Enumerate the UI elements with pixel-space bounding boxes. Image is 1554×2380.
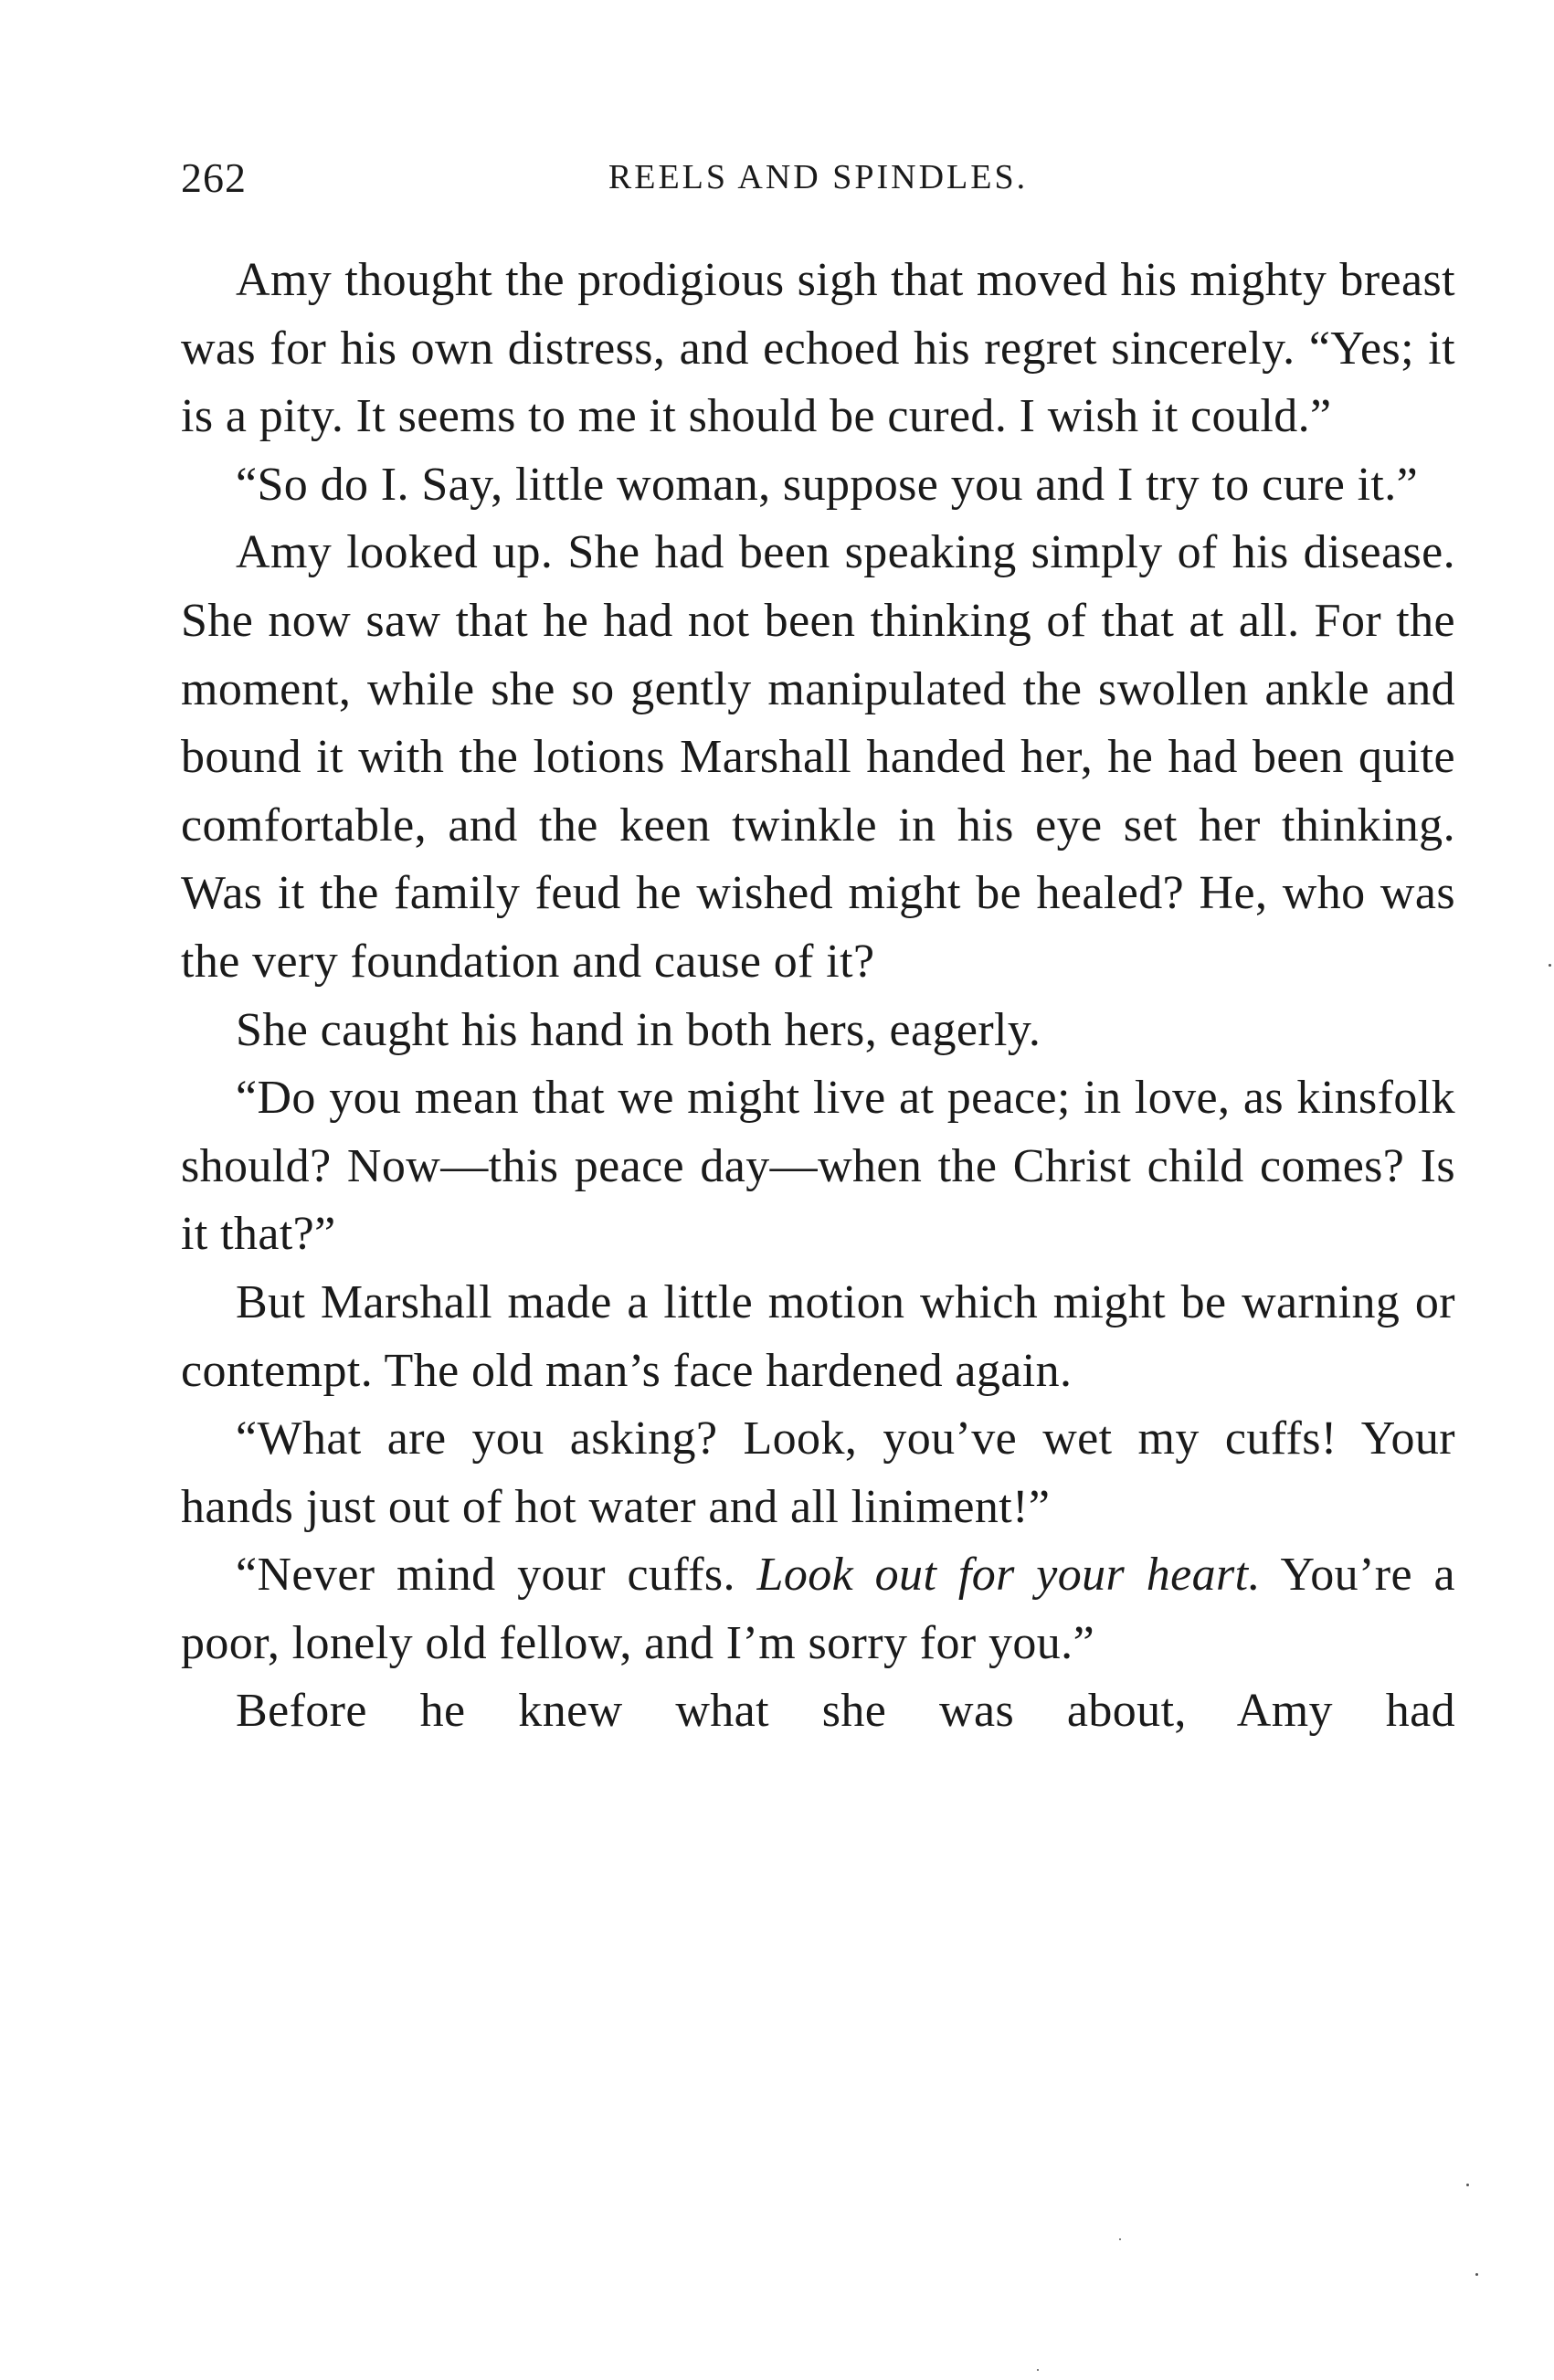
page-number: 262 bbox=[181, 154, 247, 201]
paragraph bbox=[181, 1541, 1455, 1677]
body-text bbox=[181, 247, 1455, 1746]
paragraph: “So do I. Say, little woman, suppose you and I try to cure it.” bbox=[236, 458, 1419, 511]
paper-speck bbox=[1549, 964, 1551, 967]
paper-speck bbox=[1475, 2273, 1478, 2276]
paragraph: But Marshall made a little motion which might be warning or contempt. The old man’s face hardened again. bbox=[181, 1275, 1455, 1397]
paragraph: Before he knew what she was about, Amy had bbox=[236, 1685, 1455, 1738]
paragraph: “What are you asking? Look, you’ve wet my cuffs! Your hands just out of hot water and all liniment!” bbox=[181, 1412, 1455, 1533]
paragraph: She caught his hand in both hers, eagerly. bbox=[236, 1003, 1041, 1056]
paragraph: “Do you mean that we might live at peace; in love, as kinsfolk should? Now—this peace day—when the Christ child comes? Is it that?” bbox=[181, 1072, 1455, 1261]
paragraph: Amy thought the prodigious sigh that moved his mighty breast was for his own distress, and echoed his regret sincerely. “Yes; it is a pity. It seems to me it should be cured. I wish it could.” bbox=[181, 254, 1455, 443]
running-head: REELS AND SPINDLES. bbox=[608, 158, 1029, 196]
paper-speck bbox=[1466, 2184, 1469, 2186]
paragraph: Amy looked up. She had been speaking simply of his disease. She now saw that he had not been thinking of that at all. For the moment, while she so gently manipulated the swollen ankle and bound it with the lotions Marshall handed her, he had been quite comfortable, and the keen twinkle in his eye set her thinking. Was it the family feud he wished might be healed? He, who was the very foundation and cause of it? bbox=[181, 526, 1455, 988]
italic-emphasis: Look out for your heart. bbox=[756, 1549, 1261, 1602]
paragraph-text: You’re a poor, lonely old fellow, and I’m sorry for you.” bbox=[181, 1549, 1456, 1669]
paragraph-text: “Never mind your cuffs. bbox=[236, 1549, 757, 1602]
paper-speck bbox=[1119, 2238, 1121, 2240]
paper-speck bbox=[1037, 2369, 1039, 2371]
page-header bbox=[181, 153, 1455, 199]
